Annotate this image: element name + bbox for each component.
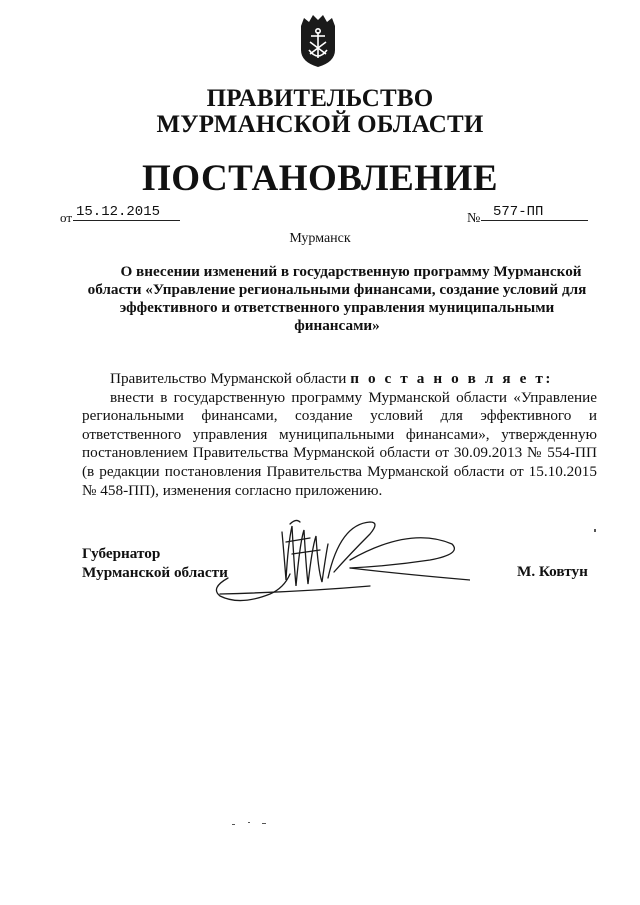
document-type-title: ПОСТАНОВЛЕНИЕ [141, 158, 499, 199]
scan-speck [594, 529, 596, 532]
document-subject: О внесении изменений в государственную программу Мурманской области «Управление региональными финансами, создание условий для эффективного и ответственного управления муниципальными финансами» [87, 263, 587, 334]
coat-of-arms-icon [295, 12, 341, 68]
document-number: 577-ПП [481, 204, 588, 221]
document-body [82, 370, 597, 500]
body-text: внести в государственную программу Мурманской области «Управление региональными финансами, создание условий для эффективного и ответственного управления муниципальными финансами», утвержденную постановлением Правительства Мурманской области от 30.09.2013 № 554-ПП (в редакции постановления Правительства Мурманской области от 15.10.2015 № 458-ПП), изменения согласно приложению. [82, 388, 597, 499]
decree-word: п о с т а н о в л я е т: [350, 370, 554, 387]
body-opening: Правительство Мурманской области [110, 370, 351, 387]
document-date: 15.12.2015 [73, 204, 180, 221]
city: Мурманск [289, 231, 351, 246]
scan-speck [248, 822, 250, 823]
signatory-name: М. Ковтун [517, 563, 588, 580]
organization-line-2: МУРМАНСКОЙ ОБЛАСТИ [156, 111, 484, 138]
number-prefix: № [467, 211, 481, 226]
signatory-position-line-2: Мурманской области [82, 564, 228, 581]
scan-speck [262, 823, 266, 824]
handwritten-signature [200, 514, 470, 606]
body-opening-paragraph [82, 370, 597, 389]
organization-line-1: ПРАВИТЕЛЬСТВО [206, 85, 434, 112]
scan-speck [232, 824, 235, 825]
signatory-position-line-1: Губернатор [82, 545, 161, 562]
date-prefix: от [60, 210, 73, 225]
